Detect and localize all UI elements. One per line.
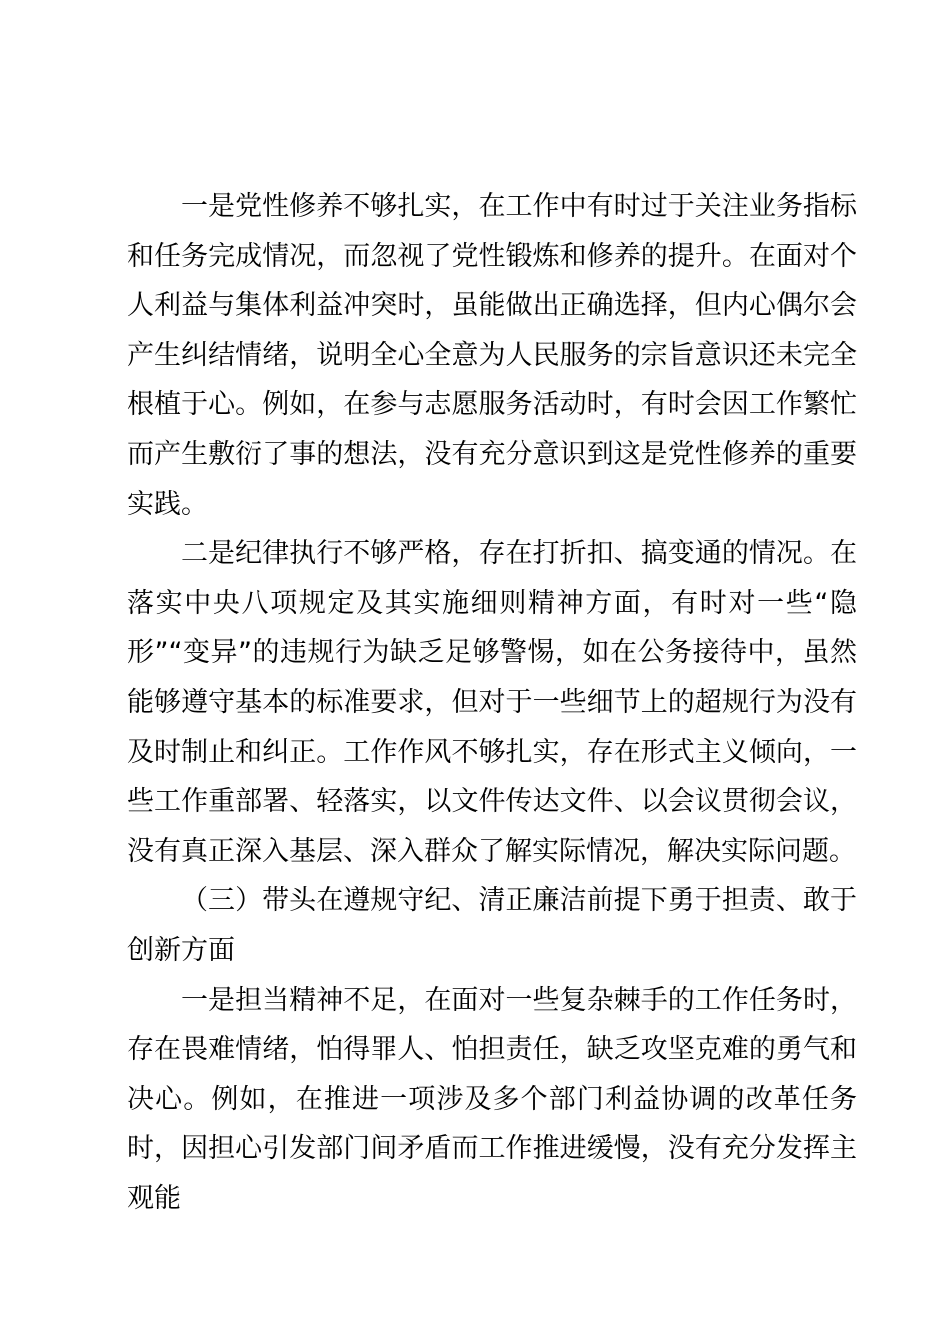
paragraph-party-cultivation: 一是党性修养不够扎实，在工作中有时过于关注业务指标和任务完成情况，而忽视了党性锻炼和修养的提升。在面对个人利益与集体利益冲突时，虽能做出正确选择，但内心偶尔会产生纠结情绪，说明全心全意为人民服务的宗旨意识还未完全根植于心。例如，在参与志愿服务活动时，有时会因工作繁忙而产生敷衍了事的想法，没有充分意识到这是党性修养的重要实践。 bbox=[127, 191, 857, 520]
paragraph-responsibility: 一是担当精神不足，在面对一些复杂棘手的工作任务时，存在畏难情绪，怕得罪人、怕担责任，缺乏攻坚克难的勇气和决心。例如，在推进一项涉及多个部门利益协调的改革任务时，因担心引发部门间矛盾而工作推进缓慢，没有充分发挥主观能 bbox=[127, 984, 857, 1214]
section-heading-three: （三）带头在遵规守纪、清正廉洁前提下勇于担责、敢于创新方面 bbox=[127, 885, 857, 966]
paragraph-discipline: 二是纪律执行不够严格，存在打折扣、搞变通的情况。在落实中央八项规定及其实施细则精神方面，有时对一些“隐形”“变异”的违规行为缺乏足够警惕，如在公务接待中，虽然能够遵守基本的标准要求，但对于一些细节上的超规行为没有及时制止和纠正。工作作风不够扎实，存在形式主义倾向，一些工作重部署、轻落实，以文件传达文件、以会议贯彻会议，没有真正深入基层、深入群众了解实际情况，解决实际问题。 bbox=[127, 538, 857, 867]
document-body bbox=[127, 182, 857, 1223]
